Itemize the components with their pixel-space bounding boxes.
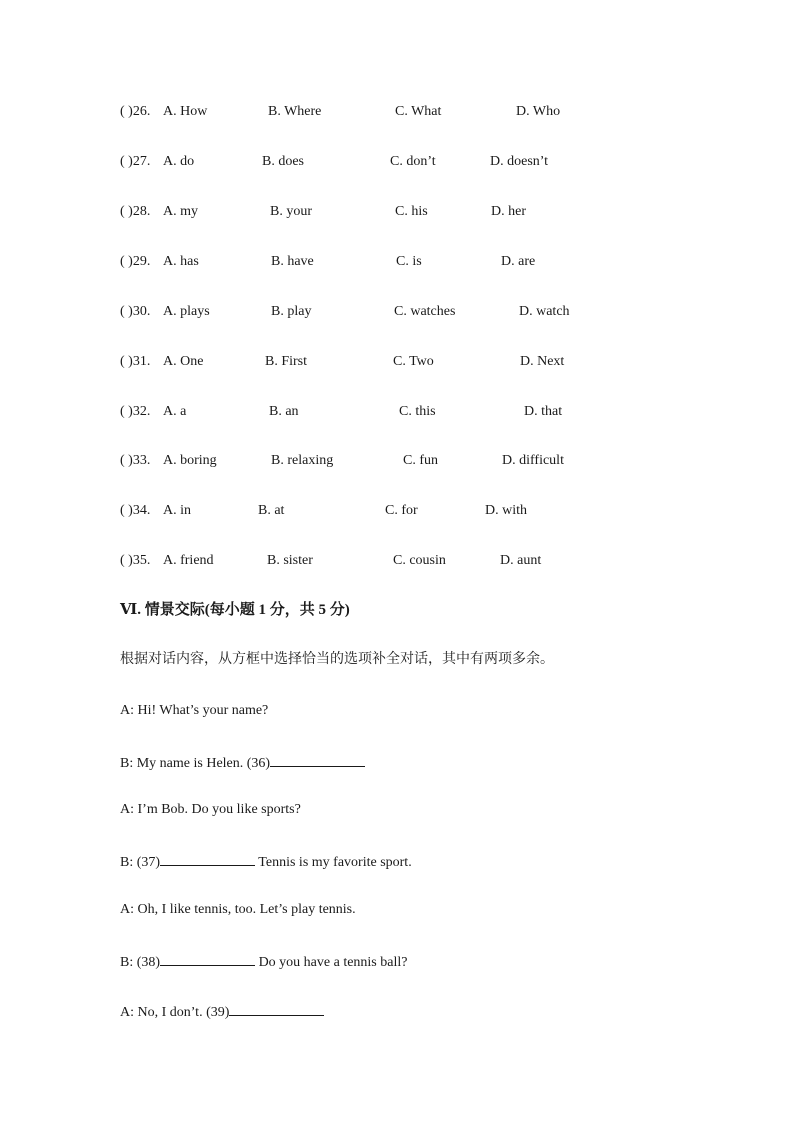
option-c: C. this (399, 404, 436, 419)
option-a: A. One (163, 354, 204, 369)
option-a: A. in (163, 503, 191, 518)
option-b: B. play (271, 304, 312, 319)
option-c: C. fun (403, 453, 438, 468)
dialogue-line-2 (120, 751, 365, 771)
question-number: ( )27. (120, 154, 151, 169)
option-b: B. an (269, 404, 299, 419)
section-title: Ⅵ. 情景交际(每小题 1 分，共 5 分) (120, 602, 350, 618)
answer-blank-39[interactable] (229, 1000, 324, 1016)
option-b: B. at (258, 503, 285, 518)
question-row-32 (120, 402, 680, 422)
option-c: C. his (395, 204, 428, 219)
option-d: D. that (524, 404, 563, 419)
dialogue-line-5 (120, 900, 356, 920)
question-number: ( )26. (120, 104, 151, 119)
dialogue-text-tail: Tennis is my favorite sport. (255, 855, 412, 870)
option-a: A. boring (163, 453, 217, 468)
answer-blank-38[interactable] (160, 950, 255, 966)
option-d: D. Next (520, 354, 565, 369)
question-row-35 (120, 551, 680, 571)
option-b: B. does (262, 154, 304, 169)
question-row-27 (120, 152, 680, 172)
option-a: A. has (163, 254, 199, 269)
option-b: B. relaxing (271, 453, 334, 468)
option-d: D. difficult (502, 453, 564, 468)
question-row-29 (120, 252, 680, 272)
dialogue-text: B: (37) (120, 855, 161, 870)
option-a: A. friend (163, 553, 214, 568)
option-c: C. is (396, 254, 422, 269)
question-number: ( )31. (120, 354, 151, 369)
option-c: C. for (385, 503, 418, 518)
option-d: D. aunt (500, 553, 542, 568)
option-c: C. Two (393, 354, 434, 369)
option-d: D. doesn’t (490, 154, 549, 169)
option-d: D. watch (519, 304, 570, 319)
option-b: B. Where (268, 104, 322, 119)
dialogue-text: B: (38) (120, 955, 161, 970)
option-b: B. your (270, 204, 312, 219)
option-b: B. have (271, 254, 314, 269)
option-d: D. her (491, 204, 526, 219)
section-instruction: 根据对话内容，从方框中选择恰当的选项补全对话，其中有两项多余。 (120, 652, 554, 667)
dialogue-text: A: No, I don’t. (39) (120, 1005, 230, 1020)
dialogue-line-6 (120, 950, 407, 970)
question-number: ( )34. (120, 503, 151, 518)
question-row-28 (120, 202, 680, 222)
option-c: C. watches (394, 304, 456, 319)
option-a: A. my (163, 204, 198, 219)
question-row-34 (120, 501, 680, 521)
question-number: ( )28. (120, 204, 151, 219)
question-number: ( )29. (120, 254, 151, 269)
question-number: ( )33. (120, 453, 151, 468)
option-b: B. First (265, 354, 308, 369)
answer-blank-36[interactable] (270, 751, 365, 767)
dialogue-text: A: I’m Bob. Do you like sports? (120, 802, 301, 817)
question-row-30 (120, 302, 680, 322)
option-d: D. are (501, 254, 536, 269)
option-c: C. What (395, 104, 442, 119)
option-b: B. sister (267, 553, 313, 568)
dialogue-text: B: My name is Helen. (36) (120, 756, 271, 771)
question-number: ( )35. (120, 553, 151, 568)
dialogue-text: A: Hi! What’s your name? (120, 703, 269, 718)
dialogue-line-7 (120, 1000, 324, 1020)
dialogue-text: A: Oh, I like tennis, too. Let’s play tennis. (120, 902, 356, 917)
question-number: ( )30. (120, 304, 151, 319)
dialogue-line-4 (120, 850, 412, 870)
answer-blank-37[interactable] (160, 850, 255, 866)
option-c: C. don’t (390, 154, 436, 169)
dialogue-text-tail: Do you have a tennis ball? (255, 955, 408, 970)
option-a: A. do (163, 154, 195, 169)
question-number: ( )32. (120, 404, 151, 419)
option-a: A. a (163, 404, 187, 419)
dialogue-line-3 (120, 800, 301, 820)
dialogue-line-1 (120, 701, 268, 721)
option-d: D. Who (516, 104, 561, 119)
option-d: D. with (485, 503, 527, 518)
question-row-26 (120, 102, 680, 122)
question-row-33 (120, 451, 680, 471)
option-a: A. plays (163, 304, 210, 319)
option-c: C. cousin (393, 553, 446, 568)
option-a: A. How (163, 104, 208, 119)
question-row-31 (120, 352, 680, 372)
